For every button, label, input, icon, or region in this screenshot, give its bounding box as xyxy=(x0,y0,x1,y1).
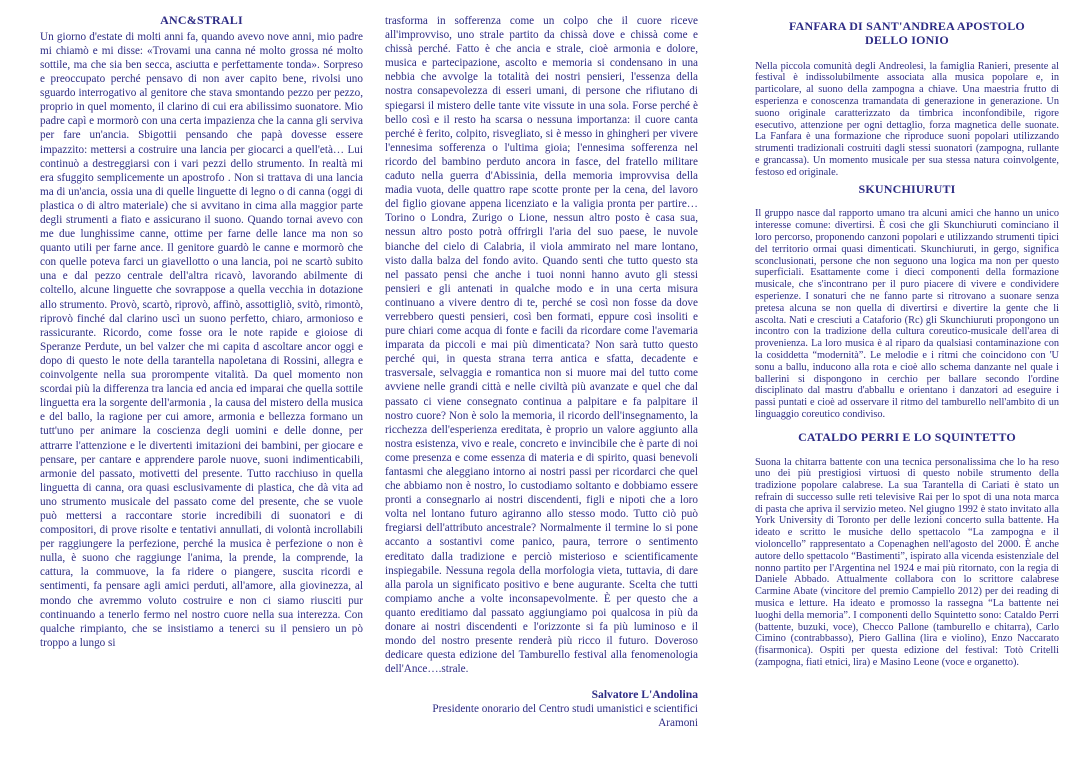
article-body-part2: trasforma in sofferenza come un colpo che il cuore riceve all'improvviso, uno strale partito da chissà dove e chissà come e chissà perché. Fatto è che ancia e strale, cioè armonia e dolore, musica e partecipazione, ascolto e memoria si condensano in una nebbia che avvolge la totalità dei nostri pensieri, l'essenza della nostra consapevolezza di esseri umani, di persone che rifiutano di spiegarsi il mistero delle tante vite vissute in una sola. Forse perché è bello così e il resto ha scarsa o nessuna importanza: il cuore canta perché è ferito, colpito, risvegliato, si è messo in ghingheri per vivere l'ennesima sofferenza o l'ultima gioia; l'ennesima sofferenza nel ricordo del bambino perduto ancora in fasce, del fratello militare caduto nella guerra d'Abissinia, della memoria improvvisa della madia vuota, delle quattro rape scotte pronte per la cena, del lavoro del figlio giovane appena licenziato e la valigia pronta per partire…Torino o Londra, Zurigo o Lione, nessun altro posto è casa sua, nessun altro posto potrà offrirgli l'aria del suo paese, le nuvole bianche del cielo di Calabria, il viola ammirato nel mare lontano, visto dalla balza del fondo avito. Quando senti che tutto questo sta nel passato pensi che anche i tuoi nonni hanno avuto gli stessi pensieri e gli antenati in qualche modo e in una certa misura continuano a vivere dentro di te, perché se così non fosse da dove verrebbero questi pensieri, così ben formati, eppure così insoliti e pure chiari come acqua di fonte e facili da ricordare come l'avemaria imparata da piccoli e mai più dimenticata? Non sarà tutto questo perché qui, in questa strana terra antica e sfatta, decadente e trasversale, selvaggia e romantica non si muore mai del tutto come avviene nelle grandi città e nelle civiltà più avanzate e quel che dal passato ci viene consegnato continua a palpitare e fa palpitare il nostro cuore? Non è solo la memoria, il ricordo dell'insegnamento, la ricchezza dell'esperienza ereditata, è proprio un valore aggiunto alla nostra esistenza, vivo e reale, concreto e invincibile che è parte di noi come presenza e come essenza di materia e di spirito, quasi benevoli fantasmi che aleggiano intorno ai nostri passi per ricordarci che quel che abbiamo non è nostro, lo custodiamo soltanto e dobbiamo essere pronti a consegnarlo ai nostri discendenti, figli e nipoti che a loro volta nel lontano futuro agiranno allo stesso modo. Tutto ciò può fregiarsi dell'attributo ancestrale? Normalmente il termine lo si pone accanto a sostantivi come panico, paura, terrore o sentimento ereditato dalla tradizione e perciò misterioso e scientificamente inspiegabile. Nessuna regola della morfologia vieta, tuttavia, di dare alla parola un significato positivo e bene augurante. Scelta che tutti compiamo anche a volte inconsapevolmente. È per questo che a quanto ereditiamo dal passato aggiungiamo poi qualcosa in più da donare ai nostri discendenti e l'orizzonte si fa più luminoso e il mondo del nostro presente renderà più ricco il futuro. Doveroso dedicare questa edizione del Tamburello festival alla fenomenologia dell'Ance….strale. xyxy=(385,15,698,676)
column-left xyxy=(40,14,363,650)
signature-name: Salvatore L'Andolina xyxy=(591,688,698,702)
section-body-skunchiuruti: Il gruppo nasce dal rapporto umano tra alcuni amici che hanno un unico interesse comune: divertirsi. È così che gli Skunchiuruti cominciano il loro percorso, proponendo canzoni popolari e utilizzando strumenti tipici del territorio ormai quasi dimenticati. Skunchiuruti, in gergo, significa sconclusionati, persone che non seguono una logica ma non per questo superficiali. Esattamente come i dieci componenti della formazione musicale, che s'incontrano per il puro piacere di vivere e condividere esperienze. I sonaturi che ne fanno parte si ritrovano a suonare senza pretesa alcuna se non quella di divertirsi e divertire la gente che li ascolta. Nati e cresciuti a Cataforio (Rc) gli Skunchiuruti propongono un incontro con la tradizione della cultura coreutico-musicale dell'area di provenienza. La loro musica è al riparo da qualsiasi contaminazione con la cosiddetta “modernità”. Le melodie e i ritmi che coincidono con 'U sonu a ballu, inducono alla rota e cioè allo schema danzante nel quale i ballerini si dispongono in cerchio per ballare secondo l'ordine disciplinato dal mastru d'abballu e orientano i danzatori ad eseguire i passi puntati e cioè ad osservare il ritmo del tamburello nell'ambito di un linguaggio coreutico condiviso. xyxy=(755,208,1059,420)
column-middle xyxy=(385,14,698,730)
signature-place: Aramoni xyxy=(658,717,698,730)
column-right xyxy=(755,20,1059,669)
section-body-fanfara: Nella piccola comunità degli Andreolesi, la famiglia Ranieri, presente al festival è indissolubilmente associata alla musica popolare e, in particolare, al suono della zampogna a chiave. Una maestria frutto di esperienza e conoscenza tramandata di generazione in generazione. Un suono originale caratterizzato da timbrica inconfondibile, rigore esecutivo, attenzione per ogni dettaglio, forza magnetica delle suonate. La Fanfara è una formazione che riproduce suoni popolari utilizzando strumenti tradizionali costruiti dagli stessi suonatori (zampogna, rullante e grancassa). Un momento musicale per sua stessa natura coinvolgente, festoso ed originale. xyxy=(755,60,1059,178)
article-title: ANC&STRALI xyxy=(160,13,243,27)
section-title-fanfara-line2: DELLO IONIO xyxy=(865,32,949,47)
section-title-skunchiuruti: SKUNCHIURUTI xyxy=(858,181,956,196)
section-body-cataldo-perri: Suona la chitarra battente con una tecnica personalissima che lo ha reso uno dei più prestigiosi virtuosi di questo nobile strumento della tradizione popolare calabrese. La sua Tarantella di Cariati è stato un refrain di successo sulle reti televisive Rai per lo spot di una nota marca di pasta che apriva il servizio meteo. Nel giugno 1992 è stato invitato alla York University di Toronto per delle lezioni concerto sulla battente. Ha ideato e scritto le musiche dello spettacolo “La zampogna e il violoncello” rappresentato a Copenaghen nell'agosto del 2000. È anche autore dello spettacolo “Bastimenti”, ispirato alla vicenda esistenziale del nonno partito per l'Argentina nel 1924 e mai più ritornato, con la regia di Daniele Abbado. Attualmente collabora con lo scrittore calabrese Carmine Abate (vincitore del premio Campiello 2012) per dei reading di musica e letture. Ha ideato e promosso la rassegna “La battente nei luoghi della memoria”. I componenti dello Squintetto sono: Cataldo Perri (battente, buzuki, voce), Checco Pallone (tamburello e chitarra), Carlo Cimino (contrabbasso), Piero Gallina (lira e violino), Enzo Naccarato (fisarmonica). Ospiti per questa edizione del festival: Totò Critelli (zampogna, fiati etnici, lira) e Masino Leone (voce e organetto). xyxy=(755,456,1059,669)
section-title-fanfara-line1: FANFARA DI SANT'ANDREA APOSTOLO xyxy=(789,19,1025,33)
signature xyxy=(385,688,698,730)
section-title-fanfara xyxy=(755,20,1059,48)
section-title-cataldo-perri: CATALDO PERRI E LO SQUINTETTO xyxy=(798,429,1016,444)
article-body-part1: Un giorno d'estate di molti anni fa, quando avevo nove anni, mio padre mi chiamò e mi disse: «Trovami una canna né molto grossa né molto sottile, ma che sia ben secca, asciutta e perfettamente tonda». Sorpreso e preoccupato perché pensavo di non aver capito bene, rivolsi uno sguardo interrogativo al genitore che stava smontando pezzo per pezzo, proprio in quel momento, il clarino di cui era abilissimo suonatore. Mio padre capì e mormorò con una certa impazienza che la canna gli serviva per fare un'ancia. Sbigottii pensando che papà dovesse essere impazzito: mettersi a costruire una lancia per giocarci a quell'età… Lui continuò a destreggiarsi con i vari pezzi dello strumento. In realtà mi era sfuggito semplicemente un apostrofo . Non si trattava di una lancia ma di un'ancia, ossia una di quelle linguette di legno o di canna (oggi di plastica o di altro materiale) che si avvitano in cima alla maggior parte degli strumenti a fiato e assicurano il suono. Quando tornai avevo con me due lunghissime canne, ottime per farne delle lance ma non so quanto utili per farne ance. Il genitore guardò le canne e mormorò che con quelle poteva farci un giavellotto o una lancia, poi ne scartò subito una e dal pezzo centrale dell'altra ricavò, lavorando abilmente di coltello, alcune linguette che sovrappose a quella vecchia in dotazione allo strumento. Provò, scartò, riprovò, affinò, assottigliò, svitò, rimontò, riprovò finché dal clarino uscì un suono perfetto, chiaro, armonioso e rassicurante. Ricordo, come fosse ora le note rapide e gioiose di Speranze Perdute, un bel valzer che mi capita d ascoltare ancor oggi e dopo di questo le note della tarantella napoletana di Rossini, allegra e coinvolgente nella sua prorompente vitalità. Da quel momento non scordai più la differenza tra lancia ed ancia ed imparai che quella sottile linguetta era la sorgente dell'armonia , la causa del mistero della musica e del ballo, la ragione per cui amore, armonia e bellezza formano un tutt'uno per animare la coscienza degli uomini e delle donne, per attrarre l'attenzione e le divertenti imitazioni dei bambini, per giocare e pensare, per cantare e apprendere parole nuove, suoni indimenticabili, armonie del passato, motivetti del presente. Tutto racchiuso in quella linguetta di canna, ora quasi esclusivamente di plastica, che dà vita ad uno strumento musicale del passato come del presente, che se vuole può mettersi a raccontare storie incredibili di suonatori e di compositori, di prove risolte e tentativi annullati, di volontà incrollabili per raggiungere la perfezione, perché la musica è perfezione o non è nulla, è suono che raggiunge l'anima, la prende, la comprende, la cattura, la commuove, la fa ridere o piangere, suscita ricordi e sentimenti, fa pensare agli amici perduti, all'amore, alla giovinezza, al mondo che avremmo voluto costruire e non ci siamo riusciti pur continuando a tenerlo fermo nel nostro cuore nella sua interezza. Con qualche rimpianto, che se insistiamo a tenerci su il pensiero un pò troppo a lungo si xyxy=(40,30,363,649)
signature-role: Presidente onorario del Centro studi umanistici e scientifici xyxy=(432,703,698,716)
